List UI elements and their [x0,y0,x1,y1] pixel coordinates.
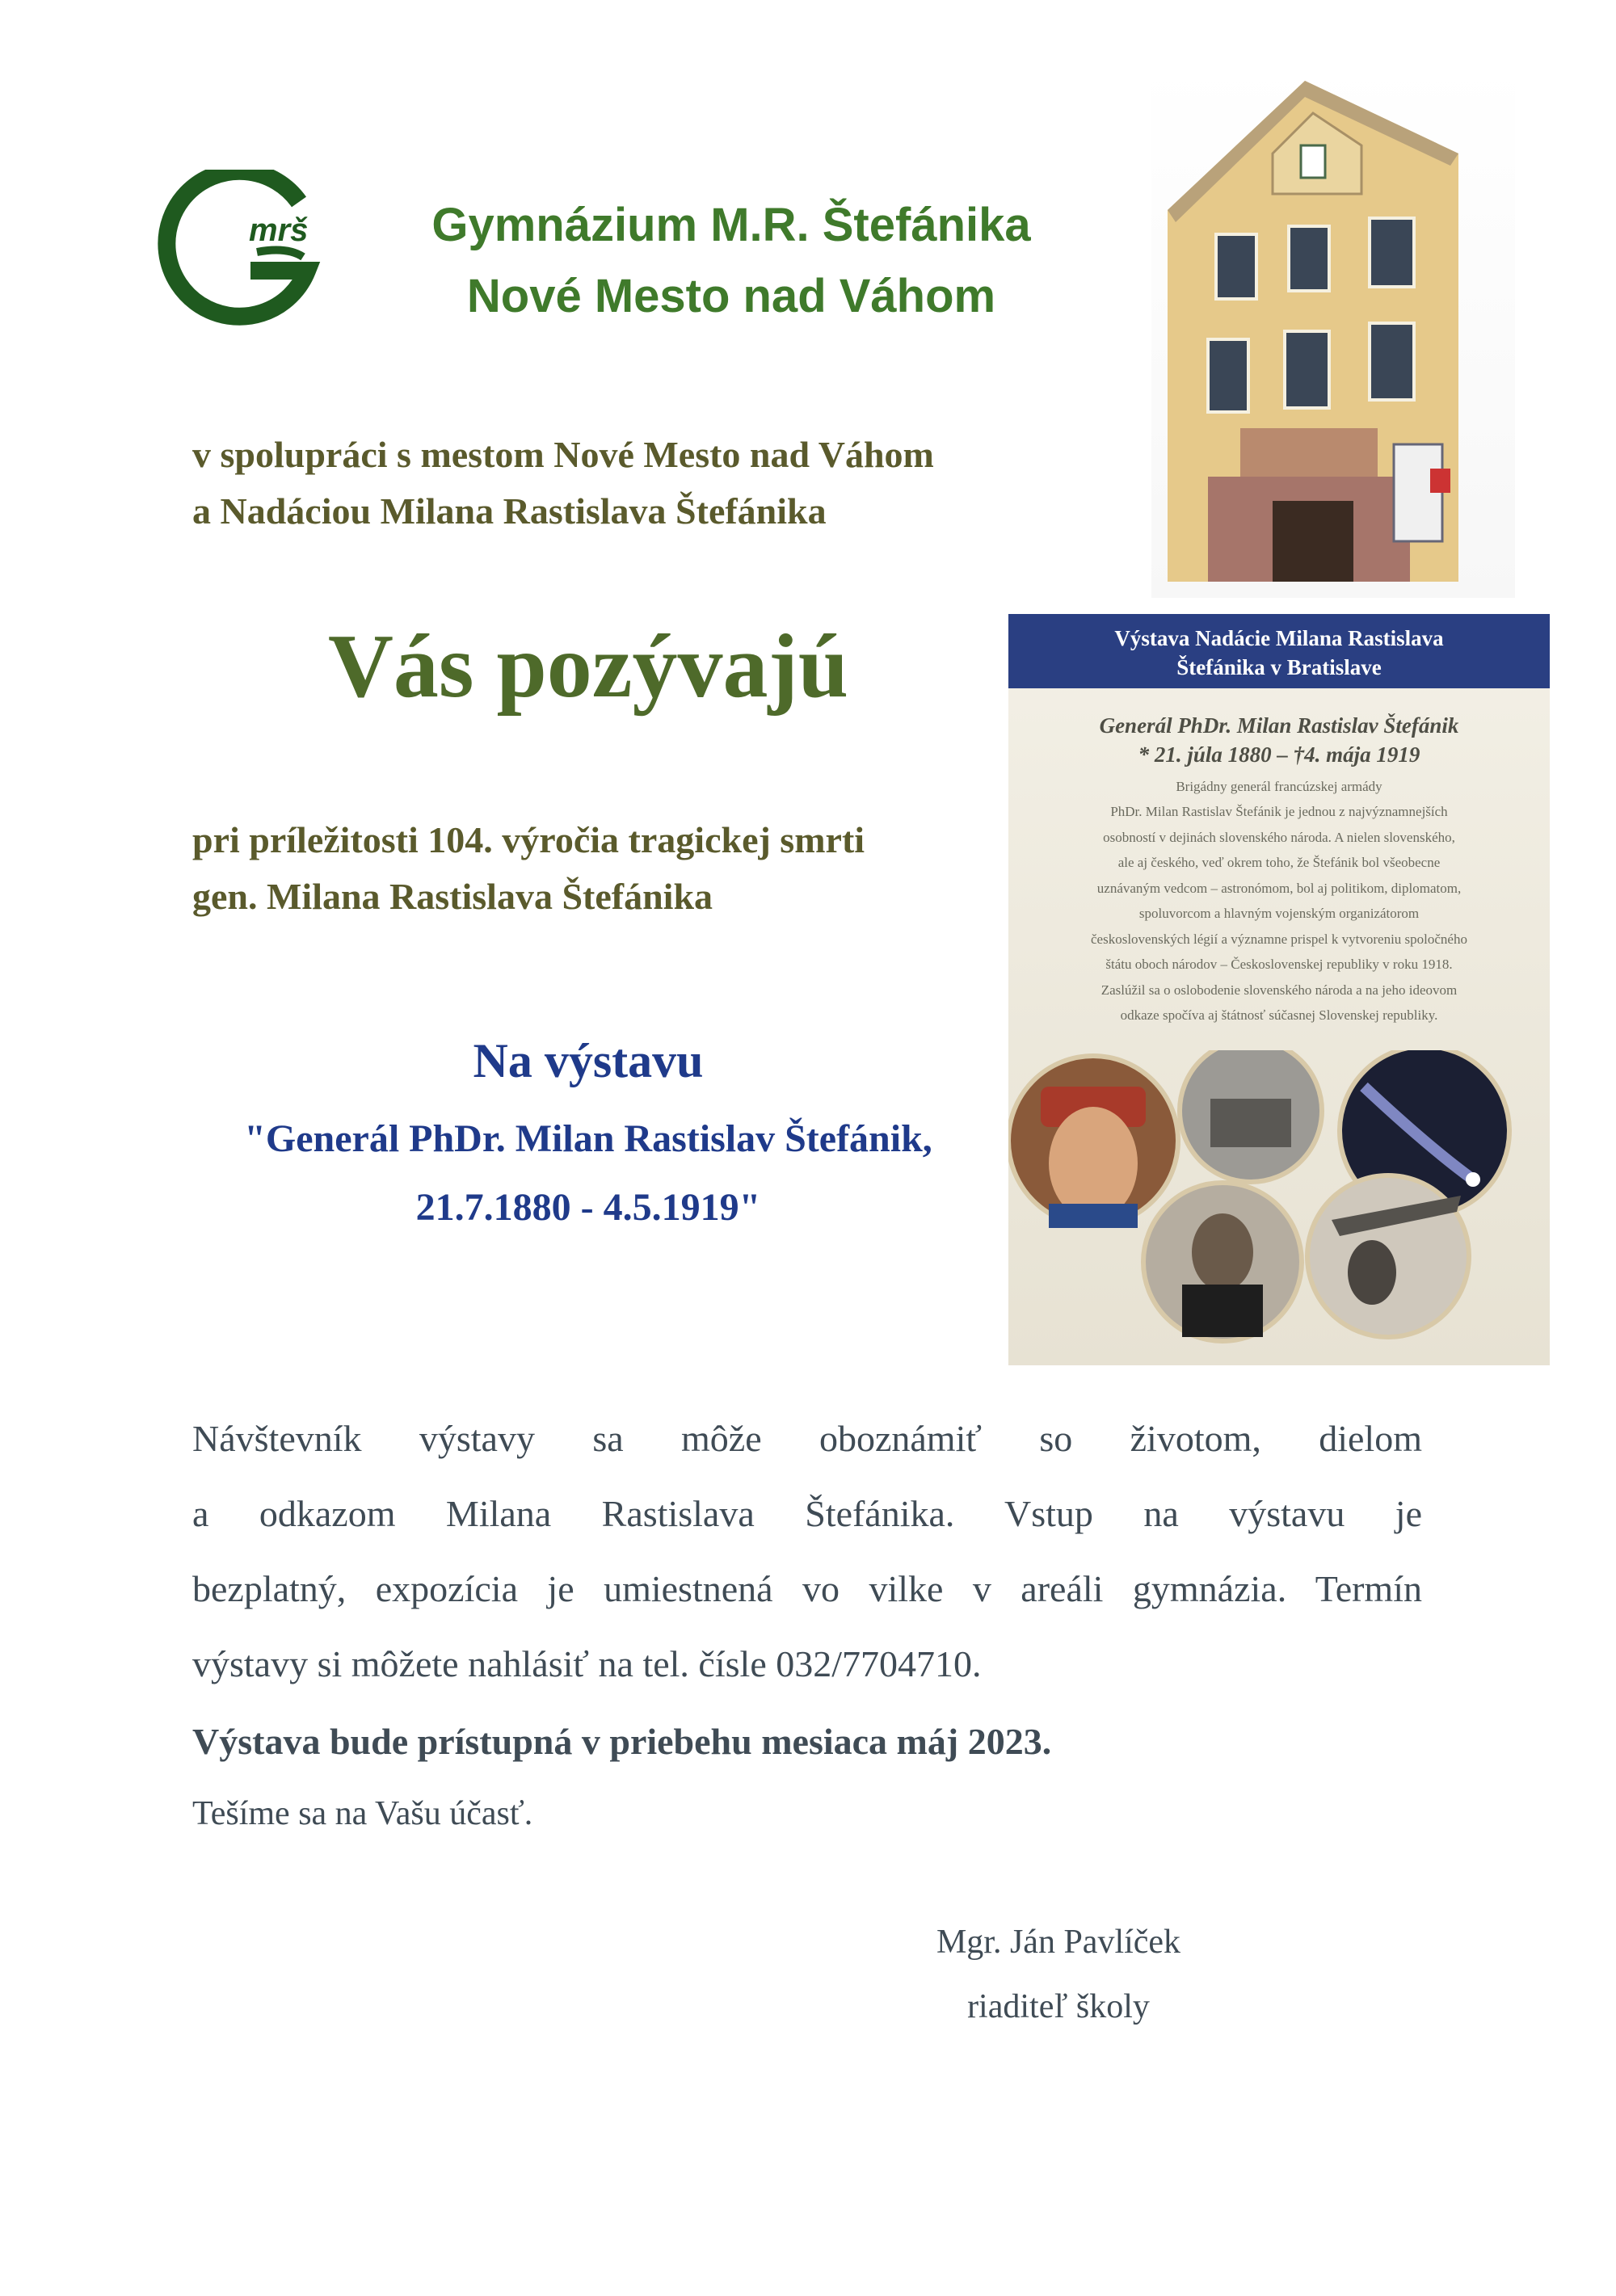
body-text-line1: Návštevník výstavy sa môže oboznámiť so životom, dielom [192,1418,1422,1459]
exhibition-heading: Na výstavu [473,1034,704,1087]
body-text-line4: výstavy si môžete nahlásiť na tel. čísle 032/7704710. [192,1643,982,1684]
school-logo [154,170,327,331]
body-text-line2: a odkazom Milana Rastislava Štefánika. Vstup na výstavu je [192,1493,1422,1534]
logo-mark-text: mrš [249,212,309,248]
poster-photo-collage [1008,1050,1550,1365]
poster-body-line: PhDr. Milan Rastislav Štefánik je jednou z najvýznamnejších [1110,804,1448,819]
availability-note: Výstava bude prístupná v priebehu mesiaca máj 2023. [192,1721,1052,1762]
school-name-line2: Nové Mesto nad Váhom [466,270,996,322]
poster-banner-line2: Štefánika v Bratislave [1176,655,1382,679]
poster-body-line: Brigádny generál francúzskej armády [1176,779,1382,794]
school-building-photo [1151,65,1515,598]
poster-banner-line1: Výstava Nadácie Milana Rastislava [1114,626,1444,650]
poster-title-line2: * 21. júla 1880 – †4. mája 1919 [1138,742,1420,767]
occasion-line2: gen. Milana Rastislava Štefánika [192,876,713,917]
cooperation-line1: v spolupráci s mestom Nové Mesto nad Váhom [192,434,934,475]
exhibition-poster [1008,614,1550,1365]
poster-body-line: spoluvorcom a hlavným vojenským organizátorom [1138,906,1420,921]
invitation-heading: Vás pozývajú [327,616,849,717]
poster-title-line1: Generál PhDr. Milan Rastislav Štefánik [1099,713,1459,738]
occasion-line1: pri príležitosti 104. výročia tragickej smrti [192,819,865,860]
exhibition-title-line1: "Generál PhDr. Milan Rastislav Štefánik, [244,1117,932,1160]
poster-body-line: odkaze spočíva aj štátnosť súčasnej Slovenskej republiky. [1120,1007,1438,1023]
school-name-line1: Gymnázium M.R. Štefánika [431,199,1031,251]
poster-body-line: ale aj českého, veď okrem toho, že Štefánik bol všeobecne [1117,855,1441,870]
cooperation-line2: a Nadáciou Milana Rastislava Štefánika [192,490,827,532]
poster-body-line: uznávaným vedcom – astronómom, bol aj politikom, diplomatom, [1096,881,1462,896]
poster-body-line: Zaslúžil sa o oslobodenie slovenského národa a na jeho ideovom [1100,982,1458,998]
exhibition-title-line2: 21.7.1880 - 4.5.1919" [415,1186,761,1229]
signature-name: Mgr. Ján Pavlíček [936,1924,1181,1961]
poster-body-line: štátu oboch národov – Československej republiky v roku 1918. [1105,957,1453,972]
body-text-line3: bezplatný, expozícia je umiestnená vo vilke v areáli gymnázia. Termín [192,1568,1422,1609]
poster-body-line: osobností v dejinách slovenského národa. A nielen slovenského, [1103,830,1455,845]
closing-line: Tešíme sa na Vašu účasť. [192,1795,533,1832]
poster-body-line: československých légií a významne prispel k vytvoreniu spoločného [1091,931,1467,947]
signature-role: riaditeľ školy [967,1988,1150,2025]
